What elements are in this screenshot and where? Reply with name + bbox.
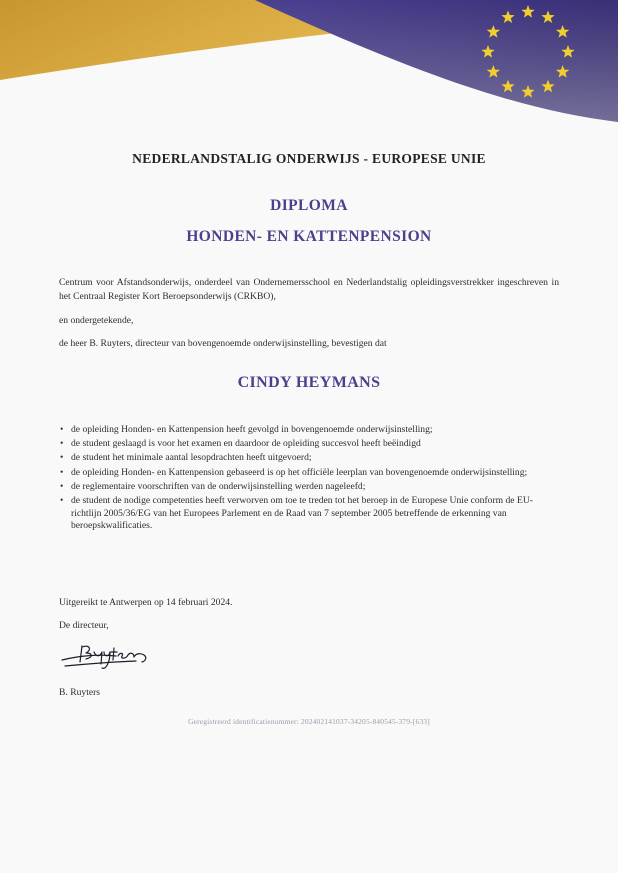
list-item: • de reglementaire voorschriften van de onderwijsinstelling werden nageleefd; xyxy=(60,480,366,492)
statement-text: de student de nodige competenties heeft verworven om toe te treden tot het beroep in de Europese Unie conform de EU-richtlijn 2005/36/EG van het Europees Parlement en de Raad van 7 september 2005 betreffende de erkenning van beroepskwalificaties. xyxy=(71,494,533,532)
list-item: • de opleiding Honden- en Kattenpension heeft gevolgd in bovengenoemde onderwijsinstelling; xyxy=(60,424,433,435)
list-item: • de student de nodige competenties heeft verworven om toe te treden tot het beroep in de Europese Unie conform de EU-richtlijn 2005/36/EG van het Europees Parlement en de Raad van 7 september 2005 betreffende de erkenning van beroepskwalificaties. xyxy=(60,494,533,532)
statement-text: de reglementaire voorschriften van de onderwijsinstelling werden nageleefd; xyxy=(71,480,366,492)
list-item: • de opleiding Honden- en Kattenpension gebaseerd is op het officiële leerplan van bovengenoemde onderwijsinstelling; xyxy=(60,466,528,478)
student-name: CINDY HEYMANS xyxy=(237,374,381,391)
statement-text: de opleiding Honden- en Kattenpension gebaseerd is op het officiële leerplan van bovengenoemde onderwijsinstelling; xyxy=(71,466,528,478)
statement-text: de student geslaagd is voor het examen en daardoor de opleiding succesvol heeft beëindigd xyxy=(71,438,421,450)
issued-place-date: Uitgereikt te Antwerpen op 14 februari 2024. xyxy=(59,597,233,608)
statement-text: de student het minimale aantal lesopdrachten heeft uitgevoerd; xyxy=(71,452,312,464)
list-item: • de student het minimale aantal lesopdrachten heeft uitgevoerd; xyxy=(60,452,312,464)
list-item: • de student geslaagd is voor het examen en daardoor de opleiding succesvol heeft beëindigd xyxy=(60,438,421,450)
course-title: HONDEN- EN KATTENPENSION xyxy=(186,228,432,245)
eu-flag-banner xyxy=(0,0,618,130)
statements-list xyxy=(59,424,549,534)
registration-number: Geregistreerd identificatienummer: 202402141037-34205-840545-379-[633] xyxy=(188,717,430,726)
director-label: De directeur, xyxy=(59,620,109,631)
intro-paragraph: Centrum voor Afstandsonderwijs, onderdeel van Ondernemersschool en Nederlandstalig opleidingsverstrekker ingeschreven in het Centraal Register Kort Beroepsonderwijs (CRKBO), xyxy=(59,277,559,302)
director-signature xyxy=(56,640,156,676)
diploma-title: DIPLOMA xyxy=(270,197,348,214)
signatory-name: B. Ruyters xyxy=(59,687,101,698)
undersigned-line: en ondergetekende, xyxy=(59,315,134,326)
header-title: NEDERLANDSTALIG ONDERWIJS - EUROPESE UNIE xyxy=(132,151,486,166)
declaration-line: de heer B. Ruyters, directeur van bovengenoemde onderwijsinstelling, bevestigen dat xyxy=(59,338,387,349)
statement-text: de opleiding Honden- en Kattenpension heeft gevolgd in bovengenoemde onderwijsinstelling; xyxy=(71,424,433,435)
